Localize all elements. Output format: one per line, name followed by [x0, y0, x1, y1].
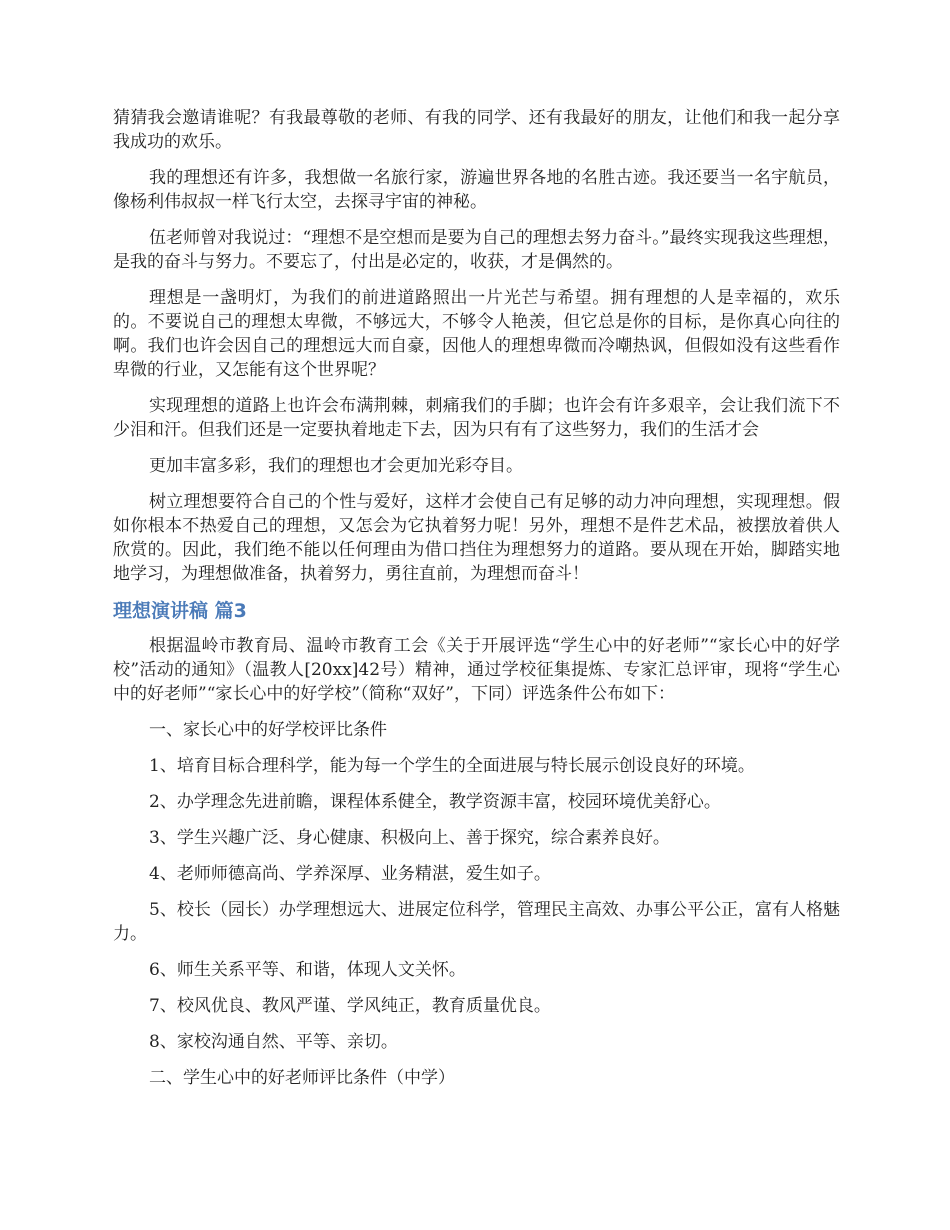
paragraph: 理想是一盏明灯，为我们的前进道路照出一片光芒与希望。拥有理想的人是幸福的，欢乐的。不要说自己的理想太卑微，不够远大，不够令人艳羡，但它总是你的目标，是你真心向往的啊。我们也许会因自己的理想远大而自豪，因他人的理想卑微而冷嘲热讽，但假如没有这些看作卑微的行业，又怎能有这个世界呢？ [113, 288, 840, 380]
paragraph: 更加丰富多彩，我们的理想也才会更加光彩夺目。 [149, 456, 523, 476]
paragraph: 我的理想还有许多，我想做一名旅行家，游遍世界各地的名胜古迹。我还要当一名宇航员，像杨利伟叔叔一样飞行太空，去探寻宇宙的神秘。 [113, 168, 840, 212]
paragraph: 二、学生心中的好老师评比条件（中学） [149, 1068, 455, 1088]
paragraph: 1、培育目标合理科学，能为每一个学生的全面进展与特长展示创设良好的环境。 [149, 756, 755, 776]
paragraph: 实现理想的道路上也许会布满荆棘，刺痛我们的手脚；也许会有许多艰辛，会让我们流下不少泪和汗。但我们还是一定要执着地走下去，因为只有有了这些努力，我们的生活才会 [113, 396, 840, 440]
paragraph-group-bottom [113, 634, 840, 1090]
paragraph: 7、校风优良、教风严谨、学风纯正，教育质量优良。 [149, 996, 551, 1016]
paragraph: 2、办学理念先进前瞻，课程体系健全，教学资源丰富，校园环境优美舒心。 [149, 792, 721, 812]
paragraph: 猜猜我会邀请谁呢？有我最尊敬的老师、有我的同学、还有我最好的朋友，让他们和我一起分享我成功的欢乐。 [113, 108, 840, 152]
paragraph: 6、师生关系平等、和谐，体现人文关怀。 [149, 960, 466, 980]
section-heading: 理想演讲稿 篇3 [113, 600, 247, 622]
paragraph: 5、校长（园长）办学理想远大、进展定位科学，管理民主高效、办事公平公正，富有人格魅力。 [113, 900, 840, 944]
paragraph: 4、老师师德高尚、学养深厚、业务精湛，爱生如子。 [149, 864, 551, 884]
paragraph: 树立理想要符合自己的个性与爱好，这样才会使自己有足够的动力冲向理想，实现理想。假如你根本不热爱自己的理想，又怎会为它执着努力呢！另外，理想不是件艺术品，被摆放着供人欣赏的。因此，我们绝不能以任何理由为借口挡住为理想努力的道路。要从现在开始，脚踏实地地学习，为理想做准备，执着努力，勇往直前，为理想而奋斗！ [113, 492, 840, 584]
paragraph: 伍老师曾对我说过：“理想不是空想而是要为自己的理想去努力奋斗。”最终实现我这些理想，是我的奋斗与努力。不要忘了，付出是必定的，收获，才是偶然的。 [113, 228, 840, 272]
paragraph-group-top [113, 106, 840, 586]
paragraph: 根据温岭市教育局、温岭市教育工会《关于开展评选“学生心中的好老师”“家长心中的好学校”活动的通知》（温教人[20xx]42号）精神，通过学校征集提炼、专家汇总评审，现将“学生心中的好老师”“家长心中的好学校”（简称“双好”，下同）评选条件公布如下： [113, 636, 840, 704]
document-page [113, 106, 840, 1102]
paragraph: 一、家长心中的好学校评比条件 [149, 720, 387, 740]
paragraph: 3、学生兴趣广泛、身心健康、积极向上、善于探究，综合素养良好。 [149, 828, 670, 848]
paragraph: 8、家校沟通自然、平等、亲切。 [149, 1032, 398, 1052]
